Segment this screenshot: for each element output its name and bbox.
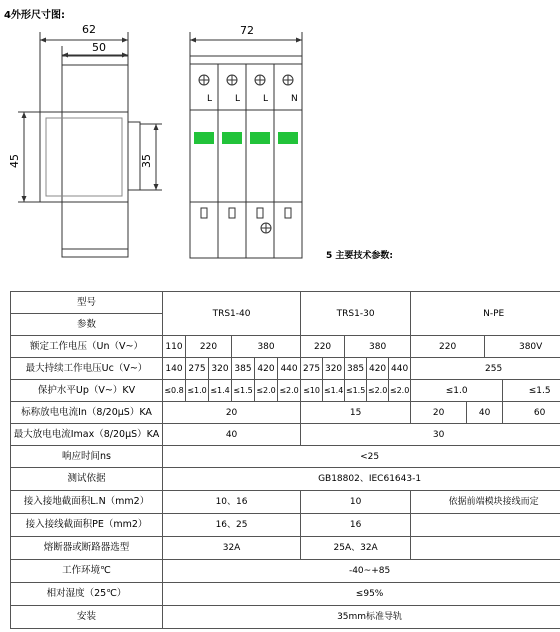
cell: -40~+85 — [163, 560, 560, 583]
cell: 440 — [389, 358, 411, 380]
cell: 35mm标准导轨 — [163, 606, 560, 629]
row-label-hum: 相对湿度（25℃） — [11, 583, 163, 606]
cell: 10 — [301, 491, 411, 514]
dimension-drawing — [0, 0, 560, 290]
cell: ≤2.0 — [367, 380, 389, 402]
pole-label-4: N — [291, 94, 298, 104]
param-label: 参数 — [11, 314, 163, 336]
table-row — [11, 491, 560, 514]
cell: 110 — [163, 336, 186, 358]
cell: 440 — [278, 358, 301, 380]
section-4-title: 4外形尺寸图: — [4, 10, 65, 21]
cell — [411, 537, 560, 560]
dim-72-label: 72 — [240, 24, 254, 37]
pole-label-2: L — [235, 94, 241, 104]
cell: 60 — [503, 402, 560, 424]
cell: 220 — [186, 336, 232, 358]
row-label-un: 额定工作电压（Un（V~） — [11, 336, 163, 358]
table-row — [11, 537, 560, 560]
model-trs1-30: TRS1-30 — [301, 292, 411, 336]
indicator-window-4 — [278, 132, 298, 144]
cell: 320 — [323, 358, 345, 380]
cell: 32A — [163, 537, 301, 560]
table-row — [11, 358, 560, 380]
pole-label-1: L — [207, 94, 213, 104]
cell: 10、16 — [163, 491, 301, 514]
row-label-in: 标称放电电流In（8/20μS）KA — [11, 402, 163, 424]
row-label-fuse: 熔断器或断路器选型 — [11, 537, 163, 560]
table-row — [11, 402, 560, 424]
row-label-imax: 最大放电电流Imax（8/20μS）KA — [11, 424, 163, 446]
table-row — [11, 336, 560, 358]
cell: ≤1.5 — [503, 380, 560, 402]
row-label-std: 测试依据 — [11, 468, 163, 491]
cell: 385 — [345, 358, 367, 380]
cell: 420 — [367, 358, 389, 380]
cell: 380 — [345, 336, 411, 358]
row-label-up: 保护水平Up（V~）KV — [11, 380, 163, 402]
cell: 16 — [301, 514, 411, 537]
row-label-ta: 响应时间ns — [11, 446, 163, 468]
table-row — [11, 380, 560, 402]
cell: 255 — [411, 358, 560, 380]
dim-45-label: 45 — [8, 154, 21, 168]
section-5-title: 5 主要技术参数: — [326, 251, 393, 261]
row-label-pe: 接入接线截面积PE（mm2） — [11, 514, 163, 537]
cell: 220 — [411, 336, 485, 358]
cell: 380 — [232, 336, 301, 358]
table-row — [11, 468, 560, 491]
cell: 420 — [255, 358, 278, 380]
dim-50-label: 50 — [92, 41, 106, 54]
cell: ≤2.0 — [255, 380, 278, 402]
cell: ≤0.8 — [163, 380, 186, 402]
row-label-temp: 工作环境℃ — [11, 560, 163, 583]
cell: 30 — [301, 424, 560, 446]
cell: 20 — [163, 402, 301, 424]
indicator-window-3 — [250, 132, 270, 144]
cell: ≤1.5 — [345, 380, 367, 402]
cell: <25 — [163, 446, 560, 468]
cell: 20 — [411, 402, 467, 424]
cell: 依据前端模块接线而定 — [411, 491, 560, 514]
cell: 275 — [301, 358, 323, 380]
table-row — [11, 424, 560, 446]
pole-label-3: L — [263, 94, 269, 104]
table-row — [11, 606, 560, 629]
model-n-pe: N-PE — [411, 292, 560, 336]
cell: 16、25 — [163, 514, 301, 537]
row-label-inst: 安装 — [11, 606, 163, 629]
cell: 320 — [209, 358, 232, 380]
cell: ≤95% — [163, 583, 560, 606]
cell: 15 — [301, 402, 411, 424]
cell: ≤1.0 — [186, 380, 209, 402]
cell: ≤1.4 — [323, 380, 345, 402]
cell: 40 — [467, 402, 503, 424]
cell: 220 — [301, 336, 345, 358]
cell: GB18802、IEC61643-1 — [163, 468, 560, 491]
table-row — [11, 446, 560, 468]
dim-35-label: 35 — [140, 154, 153, 168]
cell: ≤2.0 — [389, 380, 411, 402]
cell: 40 — [163, 424, 301, 446]
side-view-outline — [62, 65, 128, 249]
table-row — [11, 514, 560, 537]
row-label-ln: 接入接地截面积L.N（mm2） — [11, 491, 163, 514]
cell: 380V — [485, 336, 560, 358]
cell: ≤2.0 — [278, 380, 301, 402]
cell: ≤1.4 — [209, 380, 232, 402]
model-label: 型号 — [11, 292, 163, 314]
row-label-uc: 最大持续工作电压Uc（V~） — [11, 358, 163, 380]
cell — [411, 514, 560, 537]
dim-62-label: 62 — [82, 23, 96, 36]
indicator-window-1 — [194, 132, 214, 144]
side-view-lower-body — [40, 112, 128, 202]
cell: 25A、32A — [301, 537, 411, 560]
cell: 385 — [232, 358, 255, 380]
table-row — [11, 292, 560, 314]
indicator-window-2 — [222, 132, 242, 144]
model-trs1-40: TRS1-40 — [163, 292, 301, 336]
table-row — [11, 560, 560, 583]
table-row — [11, 583, 560, 606]
cell: 140 — [163, 358, 186, 380]
spec-table — [10, 291, 560, 629]
cell: 275 — [186, 358, 209, 380]
cell: ≤10 — [301, 380, 323, 402]
cell: ≤1.5 — [232, 380, 255, 402]
cell: ≤1.0 — [411, 380, 503, 402]
